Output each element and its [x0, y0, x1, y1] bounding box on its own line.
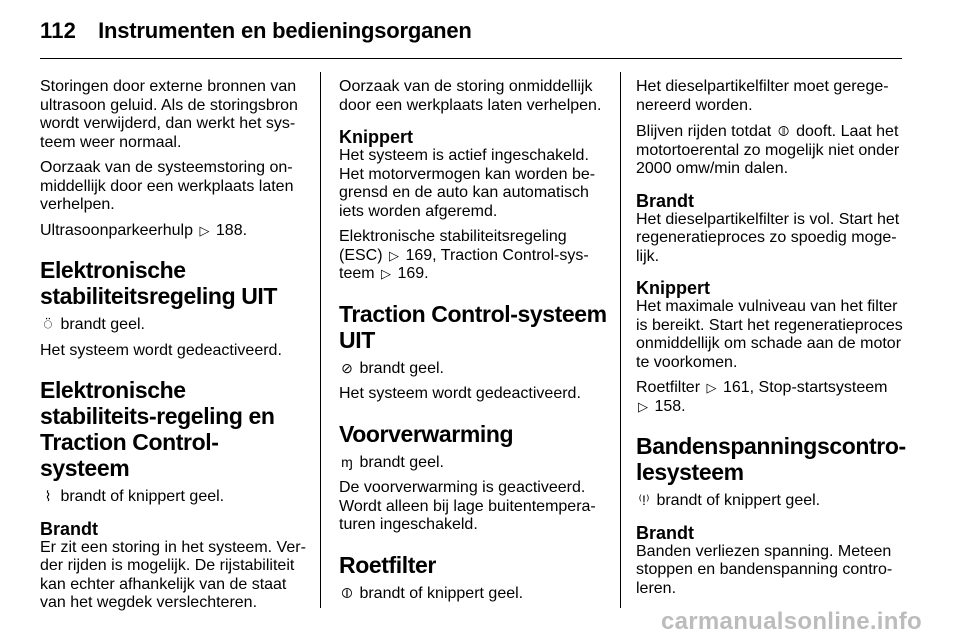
- paragraph: Het systeem wordt gedeactiveerd.: [40, 341, 282, 359]
- traction-off-icon: ⊘: [341, 359, 353, 376]
- subheading-brandt: Brandt: [636, 522, 694, 543]
- paragraph: Het dieselpartikelfilter moet gerege-nereerd worden.: [636, 78, 889, 114]
- section-heading-esc-off: Elektronische stabiliteitsregeling UIT: [40, 257, 278, 309]
- section-heading-tire: Bandenspanningscontro-lesysteem: [636, 433, 906, 485]
- column-2: [339, 78, 607, 610]
- esc-off-icon: ⍥: [43, 316, 53, 332]
- subheading-knippert: Knippert: [636, 278, 710, 298]
- indicator-state: ⁽!⁾ brandt of knippert geel.: [636, 491, 904, 511]
- paragraph: Het systeem wordt gedeactiveerd.: [339, 385, 581, 402]
- xref-triangle-icon: ▷: [706, 380, 717, 395]
- watermark: carmanualsonline.info: [660, 608, 922, 635]
- indicator-state: ⦷ brandt of knippert geel.: [339, 584, 607, 604]
- section-heading-filter: Roetfilter: [339, 551, 436, 578]
- section-heading-preheat: Voorverwarming: [339, 420, 514, 447]
- cross-reference: Ultrasoonparkeerhulp ▷ 188.: [40, 221, 248, 239]
- xref-triangle-icon: ▷: [199, 222, 210, 238]
- page-header: [40, 18, 472, 48]
- paragraph: Blijven rijden totdat ⦷ dooft. Laat het motortoerental zo mogelijk niet onder 2000 omw/min dalen.: [636, 123, 900, 177]
- paragraph: Het dieselpartikelfilter is vol. Start het regeneratieproces zo spoedig moge-lijk.: [636, 210, 900, 265]
- paragraph: Het systeem is actief ingeschakeld. Het motorvermogen kan worden be-grensd en de auto kan automatisch iets worden afgeremd.: [339, 147, 596, 220]
- paragraph: Oorzaak van de storing onmiddellijk door een werkplaats laten verhelpen.: [339, 78, 602, 114]
- subheading-brandt: Brandt: [636, 190, 694, 211]
- column-divider-2: [620, 72, 621, 608]
- xref-triangle-icon: ▷: [638, 398, 648, 414]
- esc-warning-icon: ⌇: [44, 488, 52, 504]
- indicator-state: ⍥ brandt geel.: [40, 315, 306, 335]
- particle-filter-icon: ⦷: [341, 584, 353, 601]
- indicator-state: ⊘ brandt geel.: [339, 359, 607, 379]
- subheading-knippert: Knippert: [339, 127, 413, 147]
- paragraph: De voorverwarming is geactiveerd. Wordt alleen bij lage buitentempera-turen ingeschakeld.: [339, 479, 596, 533]
- glow-plug-icon: ɱ: [341, 453, 353, 470]
- column-1: [40, 78, 306, 620]
- subheading-brandt: Brandt: [40, 518, 98, 539]
- xref-triangle-icon: ▷: [389, 247, 400, 263]
- column-3: [636, 78, 904, 605]
- indicator-state: ⌇ brandt of knippert geel.: [40, 487, 306, 507]
- page-title: Instrumenten en bedieningsorganen: [98, 18, 472, 43]
- header-divider: [40, 58, 902, 59]
- paragraph: Storingen door externe bronnen van ultrasoon geluid. Als de storingsbron wordt verwijderd, dan werkt het sys-teem weer normaal.: [40, 78, 298, 151]
- xref-triangle-icon: ▷: [381, 266, 392, 281]
- section-heading-esc: Elektronische stabiliteits-regeling en Traction Control-systeem: [40, 377, 275, 481]
- paragraph: Oorzaak van de systeemstoring on-middellijk door een werkplaats laten verhelpen.: [40, 159, 294, 213]
- paragraph: Er zit een storing in het systeem. Ver-der rijden is mogelijk. De rijstabiliteit kan echter afhankelijk van de staat van het wegdek verslechteren.: [40, 538, 306, 611]
- page-number: 112: [40, 18, 77, 43]
- tire-pressure-icon: ⁽!⁾: [638, 492, 650, 508]
- paragraph: Het maximale vulniveau van het filter is bereikt. Start het regeneratieproces onmiddellijk om schade aan de motor te voorkomen.: [636, 298, 903, 371]
- indicator-state: ɱ brandt geel.: [339, 453, 607, 473]
- particle-filter-icon: ⦷: [778, 123, 790, 139]
- cross-reference: Elektronische stabiliteitsregeling (ESC) ▷ 169, Traction Control-sys-teem ▷ 169.: [339, 228, 589, 282]
- cross-reference: Roetfilter ▷ 161, Stop-startsysteem ▷ 158.: [636, 379, 888, 415]
- paragraph: Banden verliezen spanning. Meteen stoppen en bandenspanning contro-leren.: [636, 542, 893, 597]
- column-divider-1: [320, 72, 321, 608]
- section-heading-tc-off: Traction Control-systeem UIT: [339, 300, 607, 353]
